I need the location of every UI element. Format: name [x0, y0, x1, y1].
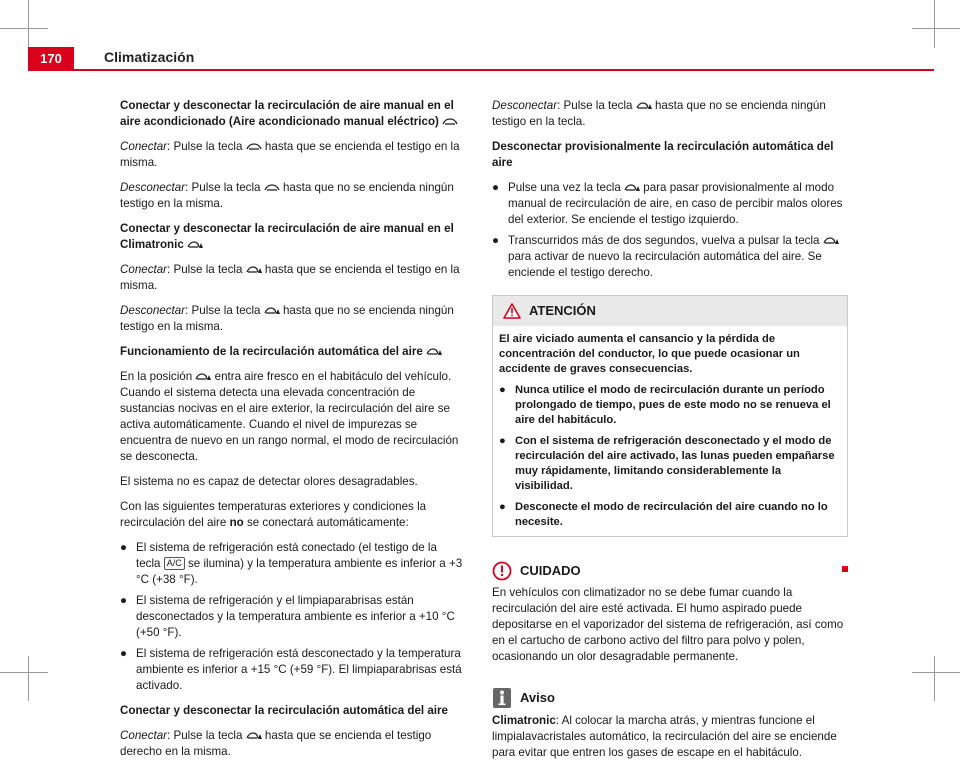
crop-mark: [912, 28, 960, 29]
paragraph: En la posición entra aire fresco en el habitáculo del vehículo. Cuando el sistema detecta una elevada concentración de sustancias nocivas en el aire exterior, la recirculación del aire se activa automáticamente. Cuando el nivel de impurezas se encuentra de nuevo en un rango normal, el modo de recirculación se desconecta.: [120, 370, 459, 463]
end-of-section-mark: [842, 566, 848, 572]
warning-body: [493, 326, 847, 536]
list-item: ● Nunca utilice el modo de recirculación durante un período prolongado de tiempo, pues de este modo no se renueva el aire del habitáculo.: [499, 384, 831, 426]
page-number: 170: [40, 51, 62, 66]
recirculation-auto-icon: [187, 241, 203, 249]
bullet-icon: ●: [499, 435, 506, 447]
paragraph: Conectar: Pulse la tecla hasta que se encienda el testigo en la misma.: [120, 140, 460, 169]
warning-triangle-icon: [503, 303, 521, 319]
warning-box: [492, 295, 848, 537]
crop-mark: [0, 672, 48, 673]
bullet-icon: ●: [492, 181, 500, 194]
recirculation-icon: [264, 184, 280, 192]
header-rule: [74, 69, 934, 71]
list-item: ● El sistema de refrigeración está conectado (el testigo de la tecla A/C se ilumina) y la temperatura ambiente es inferior a +3 °C (+38 °F).: [120, 541, 463, 586]
recirculation-auto-icon: [636, 102, 652, 110]
info-icon: [492, 687, 512, 709]
list-item: ● El sistema de refrigeración y el limpiaparabrisas están desconectados y la temperatura ambiente es inferior a +10 °C (+50 °F).: [120, 594, 455, 639]
warning-text: El aire viciado aumenta el cansancio y la pérdida de concentración del conductor, lo que puede ocasionar un accidente de graves consecuencias.: [499, 333, 800, 375]
crop-mark: [28, 0, 29, 48]
warning-header: [493, 296, 847, 326]
paragraph: Desconectar: Pulse la tecla hasta que no se encienda ningún testigo en la misma.: [120, 304, 454, 333]
crop-mark: [28, 656, 29, 701]
recirculation-icon: [246, 143, 262, 151]
recirculation-auto-icon: [246, 732, 262, 740]
caution-note: [492, 561, 848, 665]
recirculation-auto-icon: [246, 266, 262, 274]
left-column: [120, 98, 464, 769]
list-item: ● Desconecte el modo de recirculación del aire cuando no lo necesite.: [499, 501, 828, 528]
right-column: [492, 98, 848, 770]
section-heading: Desconectar provisionalmente la recirculación automática del aire: [492, 140, 834, 169]
recirculation-icon: [442, 118, 458, 126]
section-heading: Conectar y desconectar la recirculación automática del aire: [120, 704, 448, 717]
ac-key: A/C: [164, 557, 185, 570]
info-title: Aviso: [520, 690, 555, 705]
list-item: ● Con el sistema de refrigeración desconectado y el modo de recirculación del aire activado, las lunas pueden empañarse muy rápidamente, limitando considerablemente la visibilidad.: [499, 435, 835, 492]
bullet-icon: ●: [492, 234, 500, 247]
bullet-icon: ●: [120, 541, 128, 554]
bullet-icon: ●: [499, 501, 506, 513]
paragraph: Desconectar: Pulse la tecla hasta que no se encienda ningún testigo en la misma.: [120, 181, 454, 210]
recirculation-auto-icon: [624, 184, 640, 192]
crop-mark: [934, 0, 935, 48]
caution-icon: [492, 561, 512, 581]
paragraph: Conectar: Pulse la tecla hasta que se encienda el testigo derecho en la misma.: [120, 729, 432, 758]
caution-text: En vehículos con climatizador no se debe fumar cuando la recirculación del aire esté activada. El humo aspirado puede depositarse en el vaporizador del sistema de refrigeración, así como en el cartucho de carbono activo del filtro para polvo y polen, ocasionando un olor desagradable permanente.: [492, 586, 844, 663]
list-item: ● Transcurridos más de dos segundos, vuelva a pulsar la tecla para activar de nuevo la recirculación automática del aire. Se enciende el testigo derecho.: [492, 233, 848, 281]
paragraph: Desconectar: Pulse la tecla hasta que no se encienda ningún testigo en la tecla.: [492, 99, 826, 128]
warning-title: ATENCIÓN: [529, 303, 596, 318]
bullet-icon: ●: [120, 647, 128, 660]
paragraph: El sistema no es capaz de detectar olores desagradables.: [120, 475, 418, 488]
section-heading: Conectar y desconectar la recirculación de aire manual en el Climatronic: [120, 222, 454, 251]
crop-mark: [912, 672, 960, 673]
crop-mark: [0, 28, 48, 29]
bullet-icon: ●: [120, 594, 128, 607]
paragraph: Conectar: Pulse la tecla hasta que se encienda el testigo en la misma.: [120, 263, 460, 292]
paragraph: Con las siguientes temperaturas exteriores y condiciones la recirculación del aire no se conectará automáticamente:: [120, 500, 427, 529]
recirculation-auto-icon: [264, 307, 280, 315]
section-heading: Funcionamiento de la recirculación automática del aire: [120, 344, 464, 360]
section-heading: Conectar y desconectar la recirculación de aire manual en el aire acondicionado (Aire acondicionado manual eléctrico): [120, 98, 464, 130]
recirculation-auto-icon: [195, 373, 211, 381]
list-item: ● El sistema de refrigeración está desconectado y la temperatura ambiente es inferior a +15 °C (+59 °F). El limpiaparabrisas está activado.: [120, 647, 462, 692]
caution-title: CUIDADO: [520, 563, 581, 578]
list-item: ● Pulse una vez la tecla para pasar provisionalmente al modo manual de recirculación de aire, en caso de percibir malos olores del exterior. Se enciende el testigo izquierdo.: [492, 181, 843, 226]
info-note: [492, 687, 848, 761]
info-text: Climatronic: Al colocar la marcha atrás, y mientras funcione el limpialavacristales automático, la recirculación del aire se enciende para evitar que entren los gases de escape en el habitáculo.: [492, 714, 837, 759]
crop-mark: [934, 656, 935, 701]
recirculation-auto-icon: [823, 237, 839, 245]
bullet-icon: ●: [499, 384, 506, 396]
recirculation-auto-icon: [426, 348, 442, 356]
chapter-title: Climatización: [104, 49, 195, 65]
